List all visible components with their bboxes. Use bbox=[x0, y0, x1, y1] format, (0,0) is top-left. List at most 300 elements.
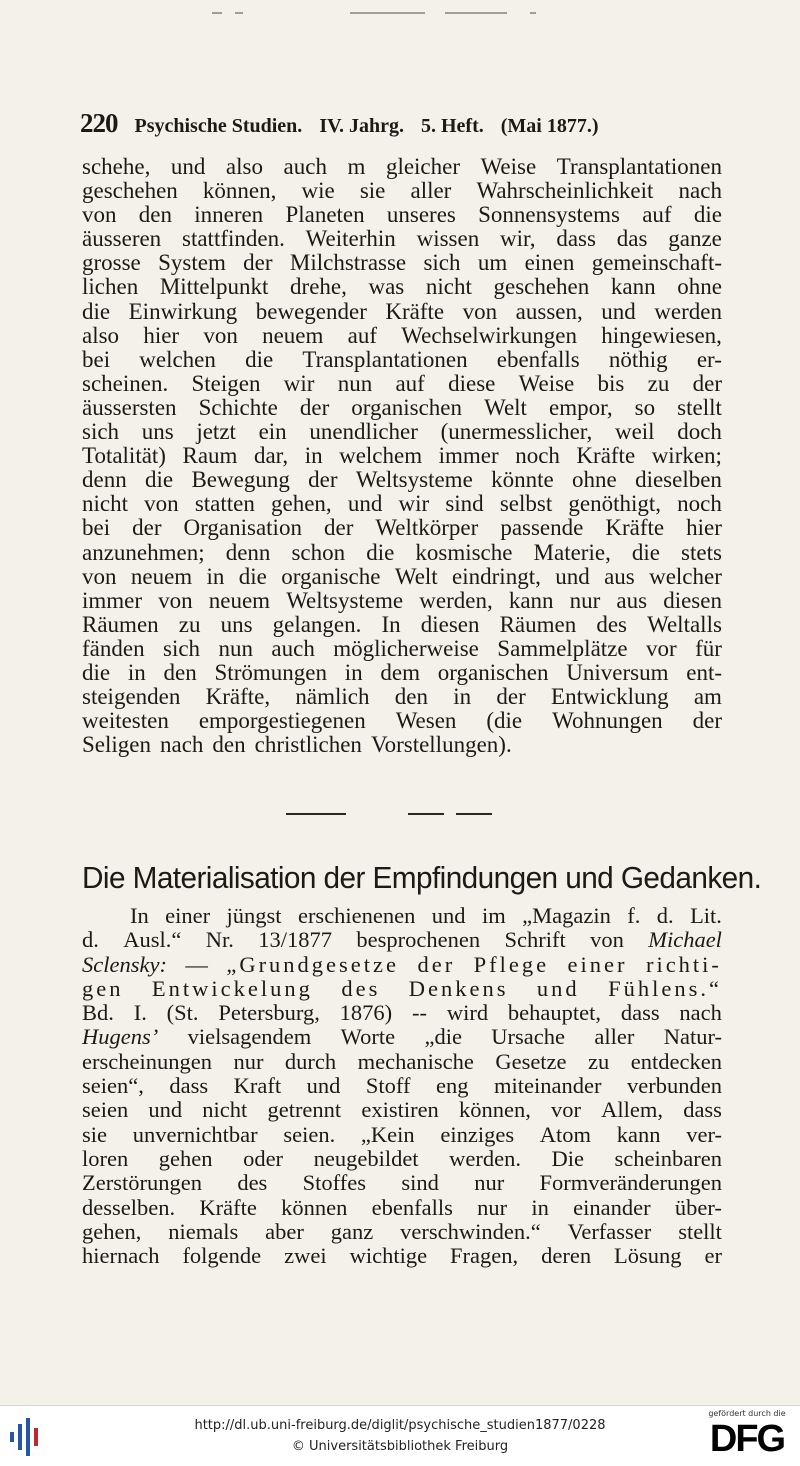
word: Kräfte bbox=[385, 298, 445, 324]
word: niemals bbox=[168, 1218, 239, 1244]
word: Weltsysteme bbox=[286, 587, 404, 613]
word: diese bbox=[448, 370, 496, 396]
word: Kräfte bbox=[576, 443, 636, 469]
word: behauptet, bbox=[507, 1000, 601, 1026]
word: unvernichtbar bbox=[132, 1121, 258, 1147]
word: die bbox=[145, 467, 174, 493]
word: Lit. bbox=[690, 903, 722, 928]
word: d. bbox=[82, 927, 99, 953]
word: noch bbox=[677, 491, 722, 517]
word: gelangen. bbox=[272, 611, 362, 637]
word: Weltkörper bbox=[375, 515, 479, 541]
word: Entwicklung bbox=[551, 684, 669, 710]
word: inneren bbox=[194, 202, 264, 228]
word: wir bbox=[283, 370, 315, 396]
word: für bbox=[695, 635, 722, 661]
word: und bbox=[306, 1073, 341, 1099]
text-line bbox=[82, 179, 722, 203]
word: die bbox=[631, 539, 660, 565]
text-line bbox=[82, 685, 722, 709]
word: In bbox=[381, 611, 401, 637]
word: scheinen. bbox=[82, 370, 169, 396]
word: verbunden bbox=[627, 1073, 722, 1099]
word: jetzt bbox=[196, 419, 236, 445]
text-line bbox=[82, 1147, 722, 1171]
word: Weltalls bbox=[647, 611, 722, 637]
word: dass bbox=[620, 1000, 660, 1026]
word: lichen bbox=[82, 274, 139, 300]
text-line bbox=[82, 565, 722, 589]
word: Welt bbox=[394, 563, 438, 589]
running-header bbox=[80, 108, 730, 139]
word: christlichen bbox=[254, 732, 362, 758]
word: auf bbox=[395, 370, 425, 396]
word: immer bbox=[82, 587, 143, 613]
word: äusseren bbox=[82, 226, 162, 252]
word: der bbox=[299, 394, 330, 420]
library-logo-icon bbox=[10, 1418, 44, 1456]
section-separator bbox=[286, 812, 496, 816]
word: in bbox=[531, 1194, 549, 1220]
word: aller bbox=[594, 1024, 635, 1050]
word: uns bbox=[220, 611, 253, 637]
word: In bbox=[130, 903, 149, 928]
word: Kräfte bbox=[605, 515, 665, 541]
text-line bbox=[82, 928, 722, 952]
volume: IV. Jahrg. bbox=[319, 115, 404, 137]
word: Bewegung bbox=[191, 467, 290, 493]
word: nach bbox=[679, 1000, 722, 1026]
word: dieselben bbox=[635, 467, 722, 493]
word: in bbox=[453, 684, 472, 710]
text-line bbox=[82, 396, 722, 420]
word: Wechselwirkungen bbox=[401, 322, 577, 348]
word: die bbox=[238, 563, 267, 589]
word: zu bbox=[178, 611, 201, 637]
word: ebenfalls bbox=[371, 1194, 453, 1220]
word: Wohnungen bbox=[552, 708, 663, 734]
word: der bbox=[132, 515, 162, 541]
word: ganz bbox=[330, 1218, 374, 1244]
word: dar, bbox=[253, 443, 289, 469]
word: also bbox=[82, 322, 120, 348]
word: Verfasser bbox=[567, 1218, 652, 1244]
word: könnte bbox=[491, 467, 554, 493]
body-text-top bbox=[82, 155, 722, 757]
word: stellt bbox=[677, 394, 722, 420]
word: sind bbox=[445, 491, 484, 517]
word: Fühlens.“ bbox=[608, 975, 722, 1001]
text-line bbox=[82, 709, 722, 733]
word: geschehen bbox=[82, 178, 178, 204]
word: Totalität) bbox=[82, 443, 166, 469]
text-line bbox=[82, 372, 722, 396]
word: denn bbox=[82, 467, 127, 493]
word: gen bbox=[82, 975, 124, 1001]
word: drehe, bbox=[290, 274, 347, 300]
text-line bbox=[82, 1074, 722, 1098]
word: von bbox=[203, 322, 238, 348]
word: wirken; bbox=[651, 443, 722, 469]
word: über- bbox=[674, 1194, 722, 1220]
word: verschwinden.“ bbox=[400, 1218, 541, 1244]
word: kosmische bbox=[415, 539, 513, 565]
word: sie bbox=[359, 178, 386, 204]
word: des bbox=[341, 975, 381, 1001]
word: den bbox=[138, 202, 172, 228]
word: „Grundgesetze bbox=[226, 951, 400, 977]
word: Petersburg, bbox=[218, 1000, 320, 1026]
word: vielsagendem bbox=[187, 1024, 312, 1050]
word: den bbox=[163, 659, 197, 685]
word: Einwirkung bbox=[128, 298, 238, 324]
word: die bbox=[366, 539, 395, 565]
word: zu bbox=[588, 1048, 610, 1074]
word: wichtige bbox=[349, 1243, 428, 1269]
word: wir, bbox=[500, 226, 536, 252]
word: noch bbox=[515, 443, 560, 469]
word: zwei bbox=[284, 1243, 327, 1269]
word: Räumen bbox=[499, 611, 577, 637]
word: oder bbox=[243, 1145, 284, 1171]
word: Seligen bbox=[82, 732, 151, 758]
word: 1876) bbox=[339, 1000, 393, 1026]
text-line bbox=[82, 348, 722, 372]
text-line bbox=[82, 904, 722, 928]
word: I. bbox=[133, 1000, 147, 1026]
word: er- bbox=[696, 346, 722, 372]
word: Schrift bbox=[504, 927, 566, 953]
word: Milchstrasse bbox=[289, 250, 407, 276]
word: von bbox=[82, 202, 117, 228]
word: des bbox=[237, 1170, 268, 1196]
word: loren bbox=[82, 1145, 129, 1171]
word: sind bbox=[401, 1170, 439, 1196]
word: dass bbox=[683, 1097, 722, 1123]
word: f. bbox=[627, 903, 641, 928]
source-url-link[interactable]: http://dl.ub.uni-freiburg.de/diglit/psychische_studien1877/0228 bbox=[194, 1418, 606, 1433]
word: Ausl.“ bbox=[123, 927, 182, 953]
word: Nr. bbox=[205, 927, 234, 953]
word: am bbox=[693, 684, 722, 710]
word: welchen bbox=[139, 346, 216, 372]
text-line bbox=[82, 275, 722, 299]
word: empor, bbox=[549, 394, 613, 420]
word: Mittelpunkt bbox=[159, 274, 269, 300]
word: Weise bbox=[480, 154, 537, 179]
word: Organisation bbox=[183, 515, 302, 541]
word: Michael bbox=[648, 927, 722, 953]
word: seien. bbox=[283, 1121, 336, 1147]
article-title: Die Materialisation der Empfindungen und Gedanken. bbox=[82, 860, 762, 895]
word: -- bbox=[412, 1000, 427, 1026]
word: nun bbox=[218, 635, 253, 661]
word: Transplantationen bbox=[556, 154, 722, 179]
issue: 5. Heft. bbox=[420, 115, 484, 137]
word: auch bbox=[283, 154, 327, 179]
text-line bbox=[82, 227, 722, 251]
page-number: 220 bbox=[80, 108, 118, 138]
word: Ursache bbox=[491, 1024, 566, 1050]
word: (die bbox=[486, 708, 523, 734]
word: ent- bbox=[686, 659, 722, 685]
word: Worte bbox=[340, 1024, 396, 1050]
word: wissen bbox=[416, 226, 480, 252]
word: hier bbox=[143, 322, 180, 348]
word: vor bbox=[646, 635, 677, 661]
word: denn bbox=[225, 539, 271, 565]
word: Steigen bbox=[191, 370, 261, 396]
word: statten bbox=[194, 491, 255, 517]
text-line bbox=[82, 589, 722, 613]
text-line bbox=[82, 953, 722, 977]
word: einziges bbox=[440, 1121, 515, 1147]
word: weitesten bbox=[82, 708, 169, 734]
text-line bbox=[82, 541, 722, 565]
word: ohne bbox=[677, 274, 722, 300]
word: fänden bbox=[82, 635, 145, 661]
word: möglicherweise bbox=[333, 635, 479, 661]
word: Allem, bbox=[601, 1097, 664, 1123]
word: — bbox=[185, 951, 208, 977]
word: nicht bbox=[425, 274, 472, 300]
word: in bbox=[206, 563, 225, 589]
word: der bbox=[323, 515, 354, 541]
word: können, bbox=[458, 1097, 531, 1123]
word: passende bbox=[500, 515, 584, 541]
word: welcher bbox=[649, 563, 722, 589]
text-line bbox=[82, 1050, 722, 1074]
word: m bbox=[347, 154, 366, 179]
word: organischen bbox=[437, 659, 549, 685]
word: nur bbox=[477, 1194, 508, 1220]
word: getrennt bbox=[267, 1097, 342, 1123]
text-line bbox=[82, 661, 722, 685]
word: ohne bbox=[572, 467, 617, 493]
word: Materie, bbox=[533, 539, 611, 565]
text-line bbox=[82, 420, 722, 444]
word: Strömungen bbox=[214, 659, 327, 685]
text-line bbox=[82, 324, 722, 348]
word: erscheinungen bbox=[82, 1048, 212, 1074]
word: Natur- bbox=[663, 1024, 722, 1050]
word: der bbox=[417, 951, 456, 977]
word: jüngst bbox=[226, 903, 282, 928]
word: nämlich bbox=[295, 684, 370, 710]
word: d. bbox=[656, 903, 674, 928]
word: organischen bbox=[351, 394, 463, 420]
word: sich bbox=[82, 419, 120, 445]
word: und bbox=[431, 903, 466, 928]
word: neuem bbox=[130, 563, 193, 589]
word: sich bbox=[423, 250, 461, 276]
word: Stoff bbox=[365, 1073, 411, 1099]
word: hiernach bbox=[82, 1243, 160, 1269]
word: immer bbox=[438, 443, 499, 469]
word: und bbox=[536, 975, 580, 1001]
word: Gesetze bbox=[495, 1048, 567, 1074]
word: „die bbox=[424, 1024, 462, 1050]
dfg-logo: DFG bbox=[709, 1418, 785, 1460]
word: seien bbox=[82, 1097, 129, 1123]
word: nun bbox=[337, 370, 373, 396]
word: wie bbox=[301, 178, 335, 204]
word: geschehen bbox=[493, 274, 590, 300]
text-line bbox=[82, 1220, 722, 1244]
word: erschienenen bbox=[297, 903, 416, 928]
word: selbst bbox=[499, 491, 553, 517]
text-line bbox=[82, 300, 722, 324]
word: desselben. bbox=[82, 1194, 176, 1220]
word: Pflege bbox=[473, 951, 550, 977]
word: uns bbox=[141, 419, 174, 445]
word: in bbox=[344, 659, 363, 685]
word: den bbox=[394, 684, 428, 710]
word: die bbox=[82, 659, 111, 685]
word: Räumen bbox=[82, 611, 159, 637]
word: einen bbox=[524, 250, 575, 276]
word: neuem bbox=[262, 322, 324, 348]
word: ver- bbox=[686, 1121, 722, 1147]
word: ebenfalls bbox=[496, 346, 580, 372]
word: bei bbox=[82, 346, 111, 372]
word: sie bbox=[82, 1121, 107, 1147]
word: nach bbox=[678, 178, 722, 204]
word: grosse bbox=[82, 250, 141, 276]
scan-artifact bbox=[0, 8, 800, 20]
word: Transplantationen bbox=[302, 346, 468, 372]
word: „Kein bbox=[360, 1121, 415, 1147]
word: Formveränderungen bbox=[539, 1170, 722, 1196]
word: im bbox=[481, 903, 506, 928]
word: scheinbaren bbox=[614, 1145, 722, 1171]
word: ein bbox=[258, 419, 287, 445]
word: neuem bbox=[208, 587, 271, 613]
word: bei bbox=[82, 515, 111, 541]
word: in bbox=[127, 659, 146, 685]
text-line bbox=[82, 1244, 722, 1268]
word: diesen bbox=[663, 587, 722, 613]
word: auch bbox=[271, 635, 315, 661]
word: durch bbox=[284, 1048, 337, 1074]
word: Wesen bbox=[395, 708, 457, 734]
text-line bbox=[82, 516, 722, 540]
word: Die bbox=[551, 1145, 584, 1171]
word: Zerstörungen bbox=[82, 1170, 202, 1196]
word: gemeinschaft- bbox=[591, 250, 722, 276]
word: bewegender bbox=[255, 298, 367, 324]
word: werden bbox=[654, 298, 722, 324]
text-line bbox=[82, 1098, 722, 1122]
word: und bbox=[555, 563, 590, 589]
word: von bbox=[144, 491, 179, 517]
word: folgende bbox=[182, 1243, 262, 1269]
word: nur bbox=[474, 1170, 505, 1196]
word: dass bbox=[556, 226, 596, 252]
word: aus bbox=[604, 563, 635, 589]
word: und bbox=[601, 298, 636, 324]
word: gehen bbox=[158, 1145, 213, 1171]
word: dass bbox=[169, 1073, 209, 1099]
word: können bbox=[281, 1194, 348, 1220]
word: Denkens bbox=[408, 975, 509, 1001]
word: emporgestiegenen bbox=[198, 708, 366, 734]
word: hier bbox=[686, 515, 722, 541]
word: mechanische bbox=[357, 1048, 474, 1074]
word: Universum bbox=[566, 659, 669, 685]
word: schehe, bbox=[82, 154, 151, 179]
word: die bbox=[693, 202, 722, 228]
word: des bbox=[596, 611, 628, 637]
word: und bbox=[170, 154, 206, 179]
funding-note: gefördert durch die bbox=[708, 1409, 786, 1418]
issue-date: (Mai 1877.) bbox=[500, 115, 599, 137]
word: Weiterhin bbox=[305, 226, 396, 252]
word: neugebildet bbox=[313, 1145, 419, 1171]
word: existiren bbox=[361, 1097, 439, 1123]
word: hingewiesen, bbox=[601, 322, 722, 348]
text-line bbox=[82, 1196, 722, 1220]
word: Kraft bbox=[233, 1073, 282, 1099]
word: nicht bbox=[202, 1097, 248, 1123]
word: der bbox=[692, 708, 722, 734]
word: werden, bbox=[419, 587, 493, 613]
word: sich bbox=[163, 635, 201, 661]
text-line bbox=[82, 1001, 722, 1025]
word: organische bbox=[281, 563, 381, 589]
text-line bbox=[82, 733, 722, 757]
word: anzunehmen; bbox=[82, 539, 205, 565]
word: welchem bbox=[339, 443, 423, 469]
word: Hugens’ bbox=[82, 1024, 159, 1050]
text-line bbox=[82, 977, 722, 1001]
word: Atom bbox=[539, 1121, 592, 1147]
word: Sonnensystems bbox=[478, 202, 620, 228]
word: Sclensky: bbox=[82, 951, 167, 977]
word: diesen bbox=[420, 611, 480, 637]
word: aussen, bbox=[515, 298, 583, 324]
word: genöthigt, bbox=[568, 491, 662, 517]
word: wird bbox=[446, 1000, 489, 1026]
word: Raum bbox=[182, 443, 238, 469]
word: steigenden bbox=[82, 684, 181, 710]
word: von bbox=[590, 927, 624, 953]
word: weil bbox=[614, 419, 655, 445]
text-line bbox=[82, 468, 722, 492]
word: unseres bbox=[386, 202, 456, 228]
text-line bbox=[82, 492, 722, 516]
text-line bbox=[82, 155, 722, 179]
word: Bd. bbox=[82, 1000, 114, 1026]
word: 13/1877 bbox=[258, 927, 333, 953]
word: nicht bbox=[82, 491, 128, 517]
word: „Magazin bbox=[522, 903, 611, 928]
word: er bbox=[704, 1243, 722, 1269]
word: der bbox=[243, 250, 273, 276]
word: der bbox=[692, 370, 722, 396]
word: gleicher bbox=[385, 154, 461, 179]
word: den bbox=[212, 732, 246, 758]
word: nur bbox=[233, 1048, 264, 1074]
footer-bar bbox=[0, 1405, 800, 1466]
word: gehen, bbox=[271, 491, 332, 517]
text-line bbox=[82, 1025, 722, 1049]
text-line bbox=[82, 251, 722, 275]
word: unendlicher bbox=[309, 419, 418, 445]
word: Entwickelung bbox=[151, 975, 313, 1001]
word: aller bbox=[410, 178, 452, 204]
word: Lösung bbox=[614, 1243, 682, 1269]
